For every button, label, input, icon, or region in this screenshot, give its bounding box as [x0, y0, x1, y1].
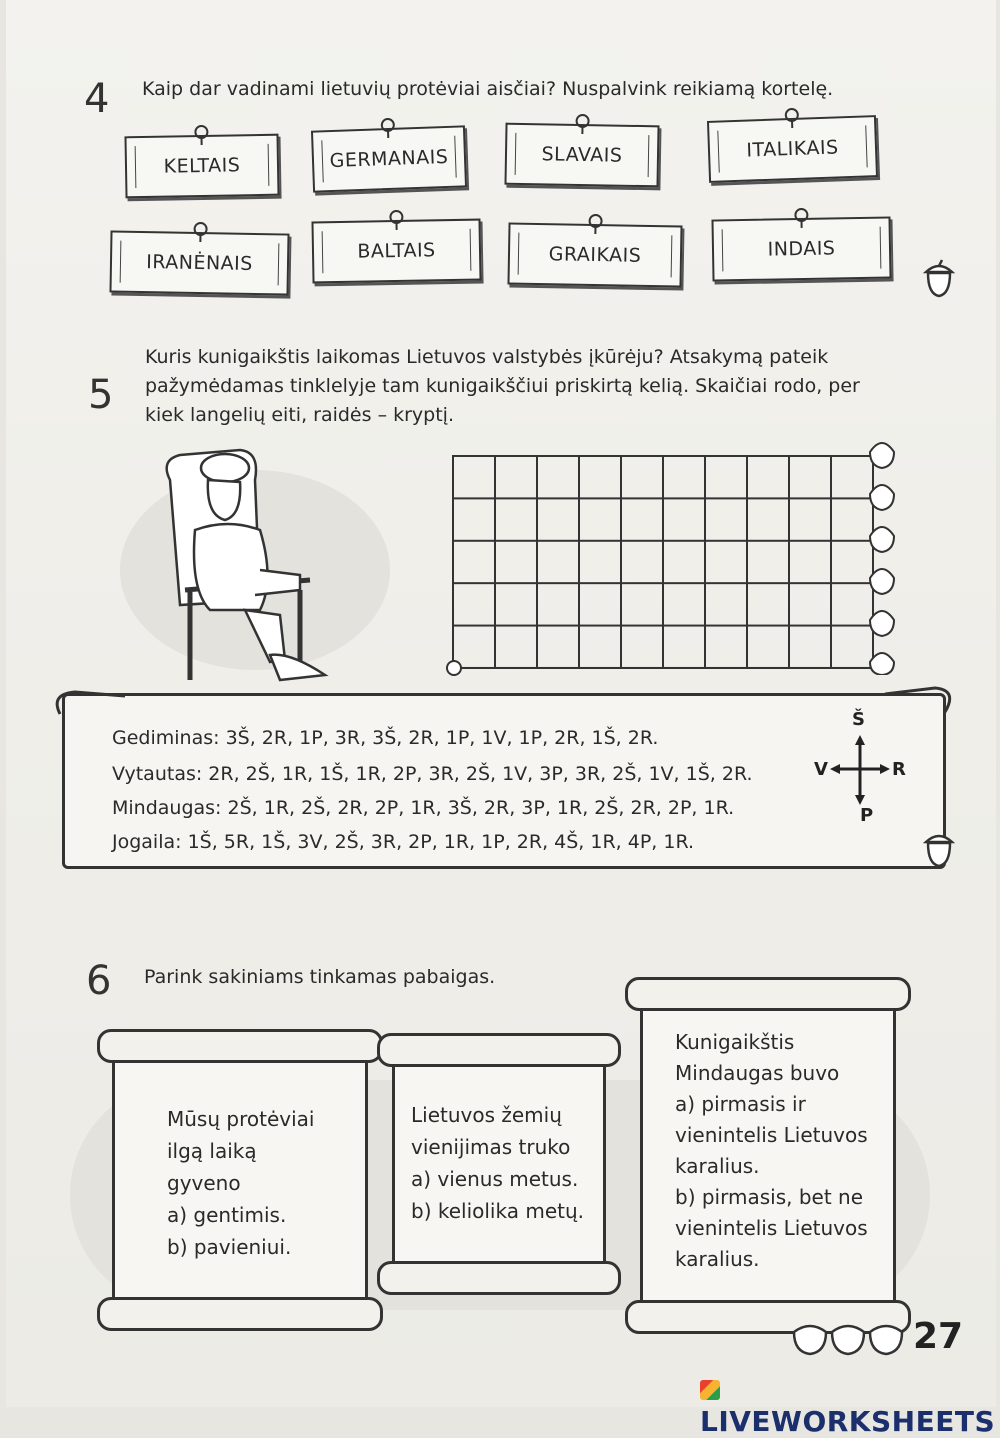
option-b-line: vienintelis Lietuvos	[675, 1213, 868, 1244]
duke-on-throne-illustration	[150, 440, 350, 690]
sentence-line: ilgą laiką	[167, 1135, 314, 1167]
acorn-row-icon	[788, 1318, 913, 1358]
acorn-icon	[922, 258, 956, 298]
grid-start-point	[446, 660, 462, 676]
scroll-text-block	[167, 1103, 314, 1263]
option-b[interactable]: b) pavieniui.	[167, 1231, 314, 1263]
route-line: Jogaila: 1Š, 5R, 1Š, 3V, 2Š, 3R, 2P, 1R, 1P, 2R, 4Š, 1R, 4P, 1R.	[112, 831, 694, 853]
sentence-scroll	[640, 1000, 896, 1311]
pin-icon	[189, 220, 211, 242]
task-number: 6	[86, 958, 111, 1004]
brand-mark-icon	[700, 1380, 720, 1400]
brand-logo	[700, 1372, 1000, 1438]
pin-icon	[385, 208, 407, 230]
option-a[interactable]: a) gentimis.	[167, 1199, 314, 1231]
sentence-line: gyveno	[167, 1167, 314, 1199]
page-number: 27	[913, 1316, 963, 1357]
option-a[interactable]	[675, 1089, 868, 1182]
option-b-line: karalius.	[675, 1244, 868, 1275]
answer-card[interactable]	[109, 230, 289, 295]
option-b[interactable]: b) keliolika metų.	[411, 1195, 584, 1227]
scroll-text-block	[675, 1027, 868, 1275]
scroll-roll	[625, 977, 911, 1011]
compass-west: V	[814, 759, 828, 780]
answer-card[interactable]	[124, 134, 279, 199]
card-label: INDAIS	[767, 237, 835, 260]
pin-icon	[790, 206, 812, 228]
task-question-line: Kuris kunigaikštis laikomas Lietuvos valstybės įkūrėju? Atsakymą pateik	[145, 344, 828, 371]
sentence-scroll	[392, 1056, 606, 1272]
option-b[interactable]	[675, 1182, 868, 1275]
compass-east: R	[892, 759, 906, 780]
compass-arrows-icon	[830, 735, 890, 805]
pin-icon	[571, 112, 593, 134]
pin-icon	[190, 123, 212, 145]
task-question: Kaip dar vadinami lietuvių protėviai aisčiai? Nuspalvink reikiamą kortelę.	[142, 76, 833, 103]
sentence-scroll	[112, 1052, 368, 1308]
task-question-line: kiek langelių eiti, raidės – kryptį.	[145, 402, 454, 429]
brand-name: LIVEWORKSHEETS	[700, 1405, 995, 1438]
task-question-line: pažymėdamas tinklelyje tam kunigaikščiui priskirtą kelią. Skaičiai rodo, per	[145, 373, 860, 400]
answer-card[interactable]	[711, 216, 891, 281]
compass	[810, 713, 910, 823]
sentence-line: Mūsų protėviai	[167, 1103, 314, 1135]
answer-card[interactable]	[707, 115, 878, 183]
pin-icon	[377, 116, 400, 139]
path-grid[interactable]	[452, 455, 874, 669]
scroll-curl-icon	[50, 684, 130, 724]
option-a-line: karalius.	[675, 1151, 868, 1182]
card-label: KELTAIS	[163, 154, 240, 177]
route-line: Mindaugas: 2Š, 1R, 2Š, 2R, 2P, 1R, 3Š, 2R, 3P, 1R, 2Š, 2R, 2P, 1R.	[112, 797, 734, 819]
scroll-roll	[97, 1029, 383, 1063]
sentence-line: Mindaugas buvo	[675, 1058, 868, 1089]
task-question: Parink sakiniams tinkamas pabaigas.	[144, 964, 495, 991]
acorn-endpoints-icon	[864, 430, 900, 675]
route-line: Vytautas: 2R, 2Š, 1R, 1Š, 1R, 2P, 3R, 2Š, 1V, 3P, 3R, 2Š, 1V, 1Š, 2R.	[112, 763, 753, 785]
card-label: ITALIKAIS	[746, 136, 839, 161]
option-a-line: vienintelis Lietuvos	[675, 1120, 868, 1151]
option-a-line: a) pirmasis ir	[675, 1089, 868, 1120]
compass-north: Š	[852, 709, 865, 730]
answer-card[interactable]	[311, 219, 481, 284]
task-number: 5	[88, 372, 113, 418]
route-line: Gediminas: 3Š, 2R, 1P, 3R, 3Š, 2R, 1P, 1V, 1P, 2R, 1Š, 2R.	[112, 727, 658, 749]
compass-south: P	[860, 805, 873, 826]
pin-icon	[584, 212, 606, 234]
answer-card[interactable]	[507, 222, 682, 287]
card-label: SLAVAIS	[541, 143, 622, 166]
scroll-text-block	[411, 1099, 584, 1227]
card-label: BALTAIS	[357, 239, 436, 262]
card-label: IRANĖNAIS	[146, 251, 253, 275]
task-number: 4	[84, 76, 109, 122]
scroll-roll	[97, 1297, 383, 1331]
sentence-line: Lietuvos žemių	[411, 1099, 584, 1131]
answer-card[interactable]	[311, 125, 467, 192]
sentence-line: Kunigaikštis	[675, 1027, 868, 1058]
answer-card[interactable]	[504, 123, 659, 188]
scroll-roll	[377, 1261, 621, 1295]
option-a[interactable]: a) vienus metus.	[411, 1163, 584, 1195]
card-label: GERMANAIS	[329, 146, 448, 172]
option-b-line: b) pirmasis, bet ne	[675, 1182, 868, 1213]
card-label: GRAIKAIS	[549, 243, 642, 267]
pin-icon	[780, 106, 803, 129]
scroll-roll	[377, 1033, 621, 1067]
acorn-icon	[922, 828, 956, 868]
sentence-line: vienijimas truko	[411, 1131, 584, 1163]
